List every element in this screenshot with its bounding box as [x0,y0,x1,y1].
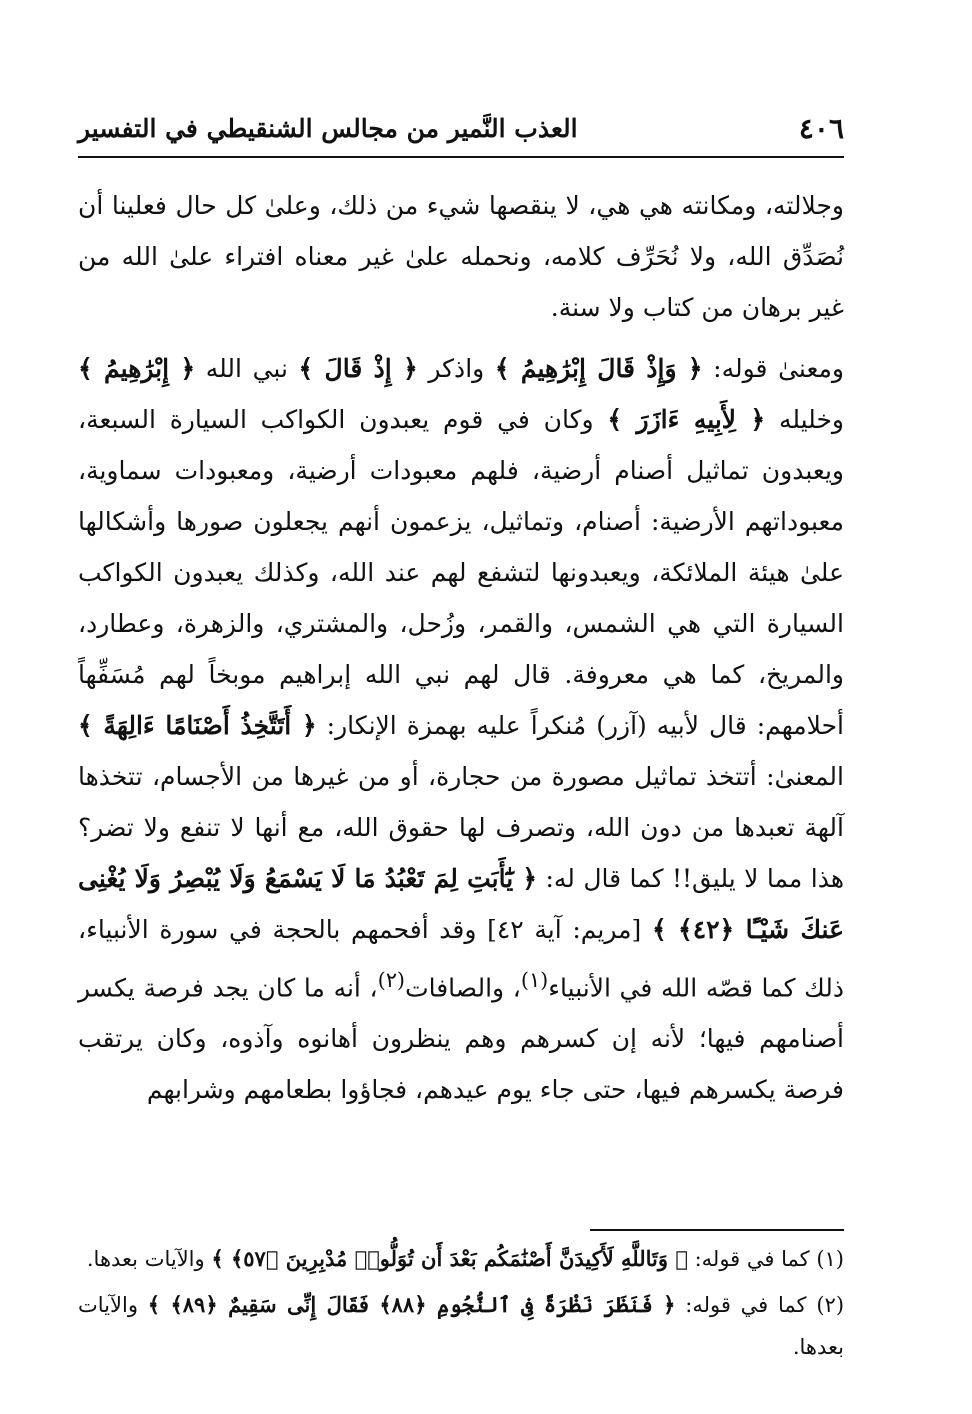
footnotes [78,1238,844,1368]
header-rule [78,156,844,158]
text-run: وكان في قوم يعبدون الكواكب السيارة السبعة، ويعبدون تماثيل أصنام أرضية، فلهم معبودات أرضية، ومعبودات سماوية، معبوداتهم الأرضية: أصنام، وتماثيل، يزعمون أنهم يجعلون صورها وأشكالها علىٰ هيئة الملائكة، ويعبدونها لتشفع لهم عند الله، وكذلك يعبدون الكواكب السيارة التي هي الشمس، والقمر، وزُحل، والمشتري، والزهرة، وعطارد، والمريخ، كما هي معروفة. قال لهم نبي الله إبراهيم موبخاً لهم مُسَفِّهاً أحلامهم: قال لأبيه (آزر) مُنكراً عليه بهمزة الإنكار: [78,405,844,740]
page-header [78,112,844,152]
text-run: (٢) كما في قوله: [675,1293,845,1317]
text-run: المعنىٰ: أتتخذ تماثيل مصورة من حجارة، أو من غيرها من الأجسام، تتخذها آلهة تعبدها من دون الله، وتصرف لها حقوق الله، مع أنها لا تنفع ولا تضر؟ هذا مما لا يليق!! كما قال له: [78,762,844,893]
text-run: ، أنه ما كان يجد فرصة يكسر أصنامهم فيها؛ لأنه إن كسرهم وهم ينظرون أهانوه وآذوه، وكان يرتقب فرصة يكسرهم فيها، حتى جاء يوم عيدهم، فجاؤوا بطعامهم وشرابهم [78,973,844,1105]
text-run: [مريم: آية ٤٢] وقد أفحمهم بالحجة في سورة الأنبياء، ذلك كما قصّه الله في الأنبياء [78,915,844,1003]
footnote-1 [78,1238,844,1280]
main-text [78,180,844,1115]
quran-verse: ﴿ وَتَاللَّهِ لَأَكِيدَنَّ أَصْنَٰمَكُم بَعْدَ أَن تُوَلُّوا۟ مُدْبِرِينَ ﴿٥٧﴾ ﴾ [211,1246,688,1271]
quran-verse: ﴿ أَتَتَّخِذُ أَصْنَامًا ءَالِهَةً ﴾ [78,711,317,740]
text-run: وخليله [765,405,844,434]
text-run: واذكر [417,354,495,383]
page-number: ٤٠٦ [798,112,844,145]
quran-verse: ﴿ لِأَبِيهِ ءَازَرَ ﴾ [607,405,766,434]
footnote-marker: (١) [520,968,549,992]
footnote-rule [590,1229,844,1231]
quran-verse: ﴿ إِبْرَٰهِيمُ ﴾ [78,354,196,383]
text-run: والآيات بعدها. [78,1293,844,1359]
quran-verse: ﴿ وَإِذْ قَالَ إِبْرَٰهِيمُ ﴾ [494,354,703,383]
text-run: ومعنىٰ قوله: [702,354,844,383]
footnote-2 [78,1284,844,1368]
quran-verse: ﴿ إِذْ قَالَ ﴾ [298,354,418,383]
quran-verse: ﴿ يَٰٓأَبَتِ لِمَ تَعْبُدُ مَا لَا يَسْمَعُ وَلَا يُبْصِرُ وَلَا يُغْنِى عَنكَ شَيْـًٔا ﴿٤٢﴾ ﴾ [78,864,844,944]
quran-verse: ﴿ فَنَظَرَ نَظْرَةً فِى ٱلنُّجُومِ ﴿٨٨﴾ فَقَالَ إِنِّى سَقِيمٌ ﴿٨٩﴾ ﴾ [147,1292,676,1317]
text-run: والآيات بعدها. [86,1247,212,1271]
text-run: نبي الله [195,354,299,383]
text-run: ، والصافات [405,973,521,1003]
paragraph [78,343,844,1115]
paragraph: وجلالته، ومكانته هي هي، لا ينقصها شيء من ذلك، وعلىٰ كل حال فعلينا أن نُصَدِّق الله، ولا نُحَرِّف كلامه، ونحمله علىٰ غير معناه افتراء علىٰ الله من غير برهان من كتاب ولا سنة. [78,191,844,322]
text-run: (١) كما في قوله: [687,1247,844,1271]
running-title: العذب النَّمير من مجالس الشنقيطي في التفسير [78,114,578,143]
footnote-marker: (٢) [377,968,406,992]
